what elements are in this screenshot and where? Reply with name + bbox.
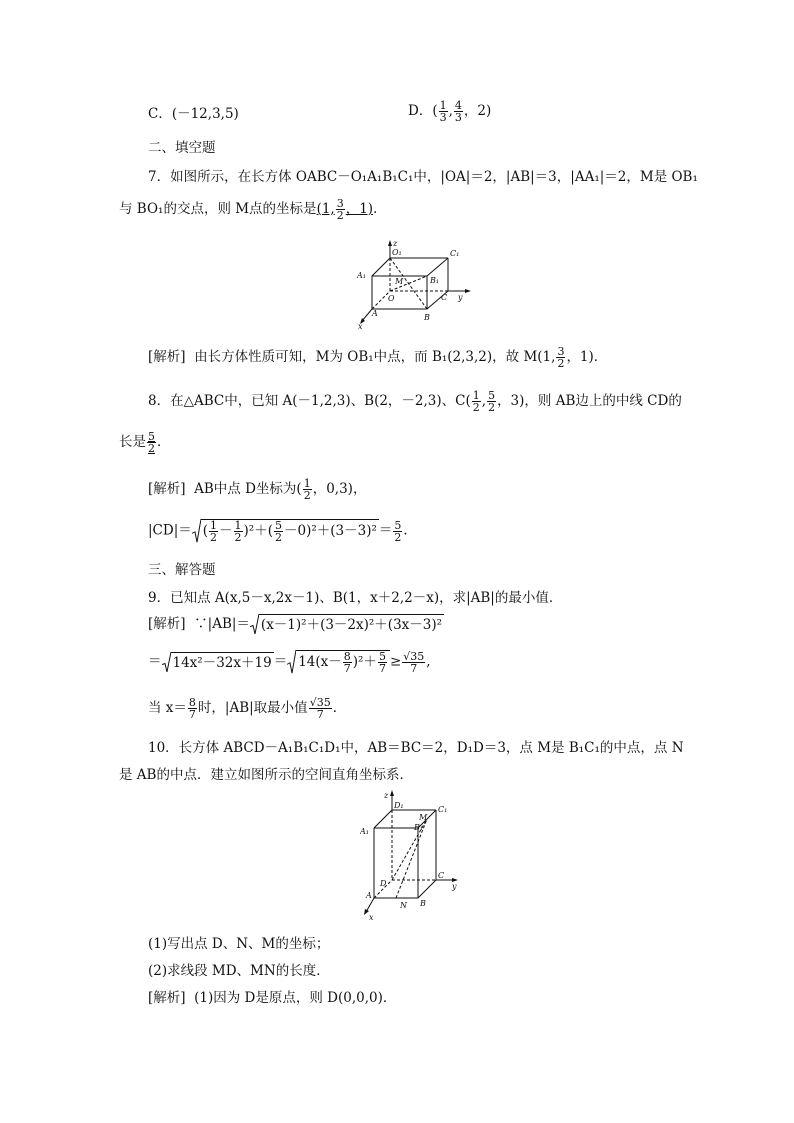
fig2-label-c1: C₁ xyxy=(438,805,448,814)
fig1-label-b: B xyxy=(424,313,430,322)
q10-line1: 10．长方体 ABCD－A₁B₁C₁D₁中，AB＝BC＝2，D₁D＝3，点 M是 B₁C₁的中点，点 N xyxy=(148,740,684,756)
q9-line1: 9．已知点 A(x,5－x,2x－1)、B(1，x＋2,2－x)，求|AB|的最小值． xyxy=(148,590,563,606)
fig1-label-c1: C₁ xyxy=(450,249,460,258)
q10-part1: (1)写出点 D、N、M的坐标； xyxy=(148,936,330,952)
fig1-label-m: M xyxy=(395,277,404,286)
fig2-label-d1: D₁ xyxy=(394,801,404,810)
option-c: C．(－12,3,5) xyxy=(148,106,239,122)
fig1-label-c: C xyxy=(441,293,448,302)
fig1-label-o: O xyxy=(388,294,395,303)
q7-answer: (1, $\frac{3}{2}$ ，1) xyxy=(316,197,374,222)
fig2-label-y: y xyxy=(452,882,457,891)
fig2-label-a1: A₁ xyxy=(360,827,369,836)
option-d: D．( $\frac{1}{3}$ , $\frac{4}{3}$ ，2) xyxy=(408,99,492,124)
fig1-label-y: y xyxy=(458,293,463,302)
fig1-label-o1: O₁ xyxy=(392,248,402,257)
q9-solution-1: [解析] ∵|AB|＝ (x－1)²＋(3－2x)²＋(3x－3)² xyxy=(148,616,443,633)
fig2-label-a: A xyxy=(366,891,372,900)
q7-solution: [解析] 由长方体性质可知，M为 OB₁中点，而 B₁(2,3,2)，故 M(1, $\frac{3}{2}$ ，1)． xyxy=(148,345,608,370)
section-solve: 三、解答题 xyxy=(148,562,216,578)
fig1-label-a: A xyxy=(372,309,378,318)
fig1-label-b1: B₁ xyxy=(430,276,440,285)
q10-part2: (2)求线段 MD、MN的长度． xyxy=(148,963,330,979)
fig1-label-z: z xyxy=(393,239,398,248)
q7-cuboid-figure xyxy=(352,236,477,331)
fig1-label-x: x xyxy=(358,322,363,331)
fig2-label-n: N xyxy=(400,901,407,910)
section-fill-in: 二、填空题 xyxy=(148,140,216,156)
fig2-label-d: D xyxy=(380,879,387,888)
q8-solution-1: [解析] AB中点 D坐标为( $\frac{1}{2}$ ，0,3)， xyxy=(148,477,367,502)
q10-solution: [解析] (1)因为 D是原点，则 D(0,0,0)． xyxy=(148,990,397,1006)
fig2-label-z: z xyxy=(384,791,389,800)
fig2-label-c: C xyxy=(438,871,445,880)
q8-solution-2: |CD|＝ ( $\frac{1}{2}$ － $\frac{1}{2}$ )²＋( $\frac{5}{2}$ －0)²＋(3－3)² ＝ $\frac{5}{2}$ ． xyxy=(148,518,417,544)
q7-line2: 与 BO₁的交点，则 M点的坐标是(1, $\frac{3}{2}$ ，1)． xyxy=(119,197,387,222)
q9-solution-2: ＝ 14x²－32x＋19 ＝ 14(x－ $\frac{8}{7}$ )²＋ $\frac{5}{7}$ ≥ $\frac{√35}{7}$ , xyxy=(148,649,431,675)
q8-answer: $\frac{5}{2}$ xyxy=(148,430,155,455)
fig2-label-x: x xyxy=(369,913,374,922)
q7-line1: 7．如图所示，在长方体 OABC－O₁A₁B₁C₁中，|OA|＝2，|AB|＝3，|AA₁|＝2，M是 OB₁ xyxy=(148,169,698,185)
q8-line1: 8．在△ABC中，已知 A(－1,2,3)、B(2，－2,3)、C( $\frac{1}{2}$ , $\frac{5}{2}$ ，3)，则 AB边上的中线 CD的 xyxy=(148,389,682,414)
fig1-label-a1: A₁ xyxy=(357,271,366,280)
fig2-label-b: B xyxy=(420,899,426,908)
q10-line2: 是 AB的中点．建立如图所示的空间直角坐标系． xyxy=(119,767,413,783)
fig2-label-b1: B₁ xyxy=(414,823,424,832)
q9-solution-3: 当 x＝ $\frac{8}{7}$ 时，|AB|取最小值 $\frac{√35}{7}$ ． xyxy=(148,696,347,721)
q10-cuboid-figure xyxy=(360,788,470,923)
fig2-label-m: M xyxy=(419,813,428,822)
q8-line2: 长是 $\frac{5}{2}$ ． xyxy=(119,430,171,455)
